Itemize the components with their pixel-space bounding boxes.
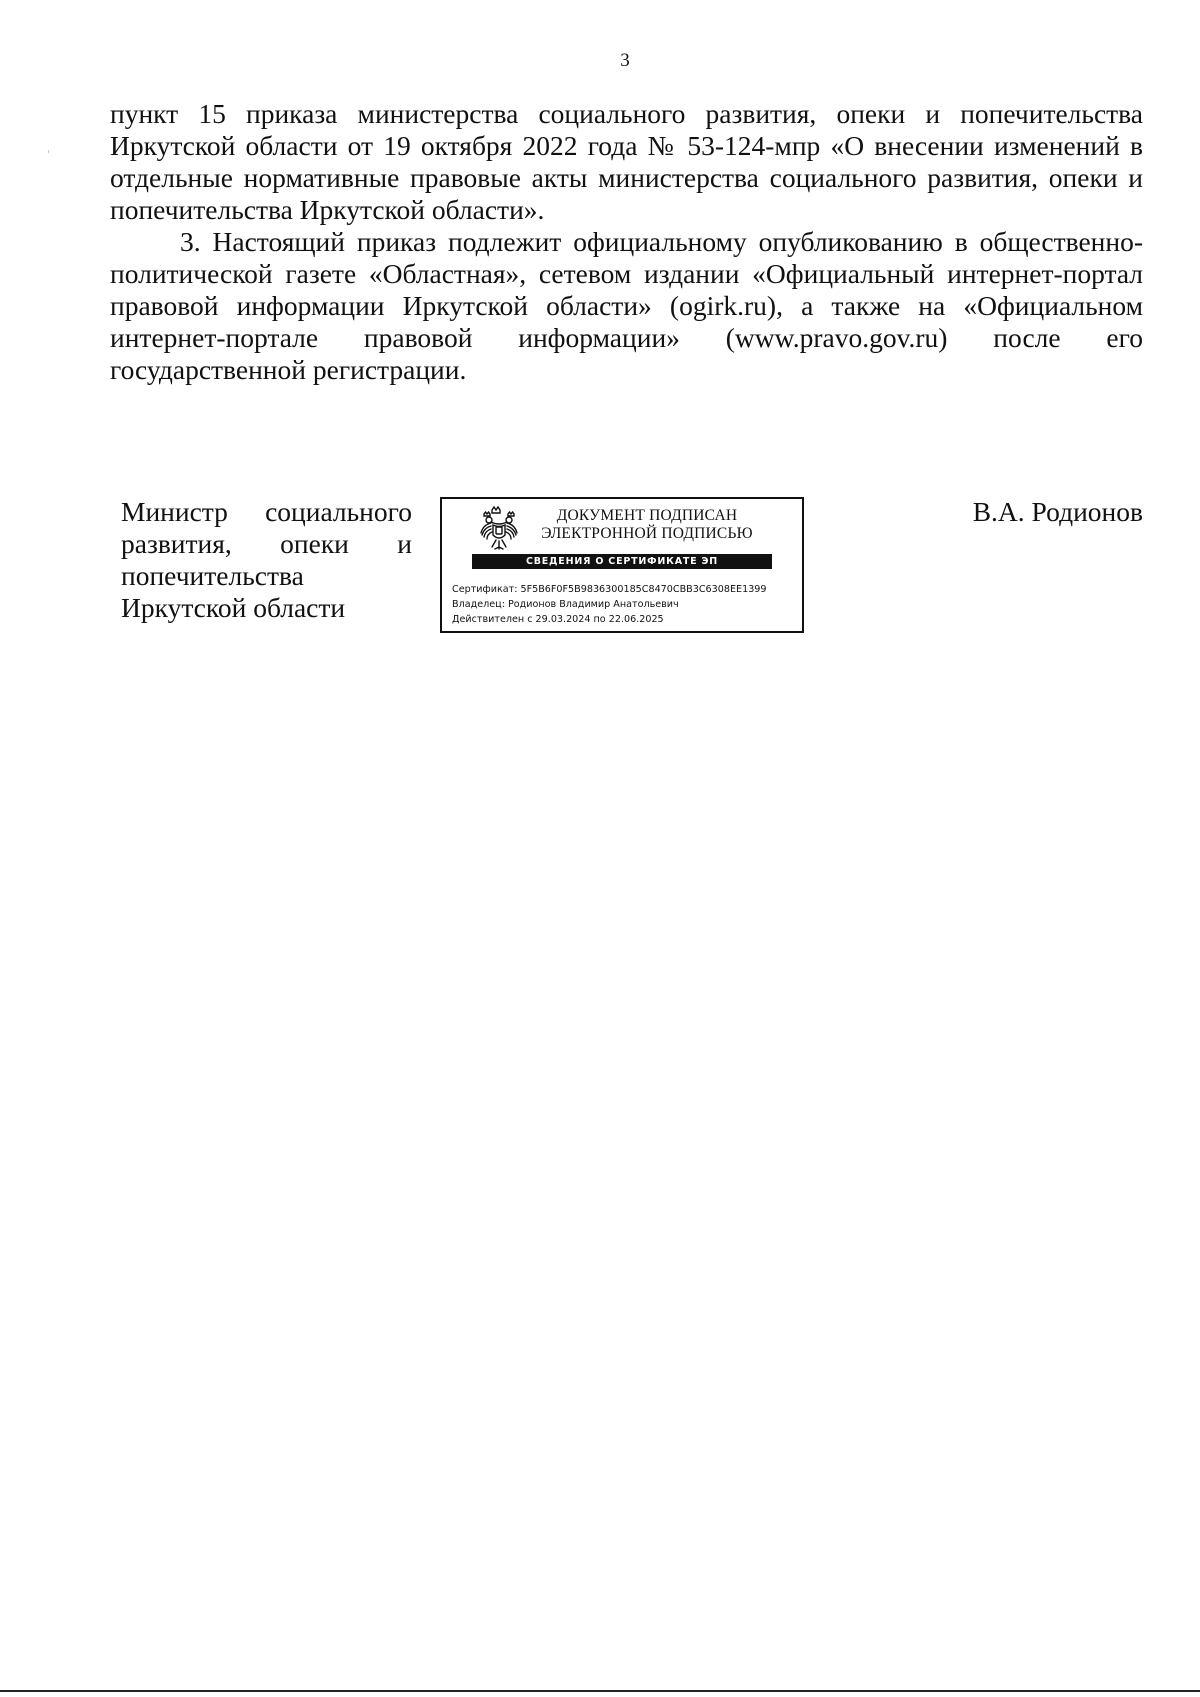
scan-artifact (48, 150, 49, 153)
certificate-validity: Действителен с 29.03.2024 по 22.06.2025 (452, 614, 664, 625)
certificate-details (452, 582, 802, 627)
paragraph-item-3: 3. Настоящий приказ подлежит официальному опубликованию в общественно-политической газете «Областная», сетевом издании «Официальный интернет-портал правовой информации Иркутской области» (ogirk.ru), а также на «Официальном интернет-портале правовой информации» (www.pravo.gov.ru) после его государственной регистрации. (110, 226, 1143, 385)
page-number: 3 (620, 50, 630, 71)
page-bottom-rule (0, 1690, 1200, 1692)
signatory-title-line: развития, опеки и (121, 528, 412, 559)
certificate-owner: Владелец: Родионов Владимир Анатольевич (452, 599, 679, 610)
signatory-title (121, 496, 412, 624)
signatory-title-line: Иркутской области (121, 592, 346, 623)
paragraph-continuation: пункт 15 приказа министерства социального развития, опеки и попечительства Иркутской области от 19 октября 2022 года № 53-124-мпр «О внесении изменений в отдельные нормативные правовые акты министерства социального развития, опеки и попечительства Иркутской области». (110, 98, 1143, 225)
signatory-title-line: попечительства (121, 560, 304, 591)
certificate-info-bar: СВЕДЕНИЯ О СЕРТИФИКАТЕ ЭП (472, 554, 772, 569)
signatory-title-line: Министр социального (121, 496, 412, 527)
document-body (110, 98, 1143, 386)
stamp-heading-line: ДОКУМЕНТ ПОДПИСАН (556, 507, 738, 524)
stamp-heading (512, 507, 782, 543)
certificate-number: Сертификат: 5F5B6F0F5B9836300185C8470CBB3C6308EE1399 (452, 584, 767, 595)
electronic-signature-stamp (440, 497, 804, 633)
stamp-heading-line: ЭЛЕКТРОННОЙ ПОДПИСЬЮ (541, 525, 753, 542)
signer-name: В.А. Родионов (972, 496, 1143, 527)
